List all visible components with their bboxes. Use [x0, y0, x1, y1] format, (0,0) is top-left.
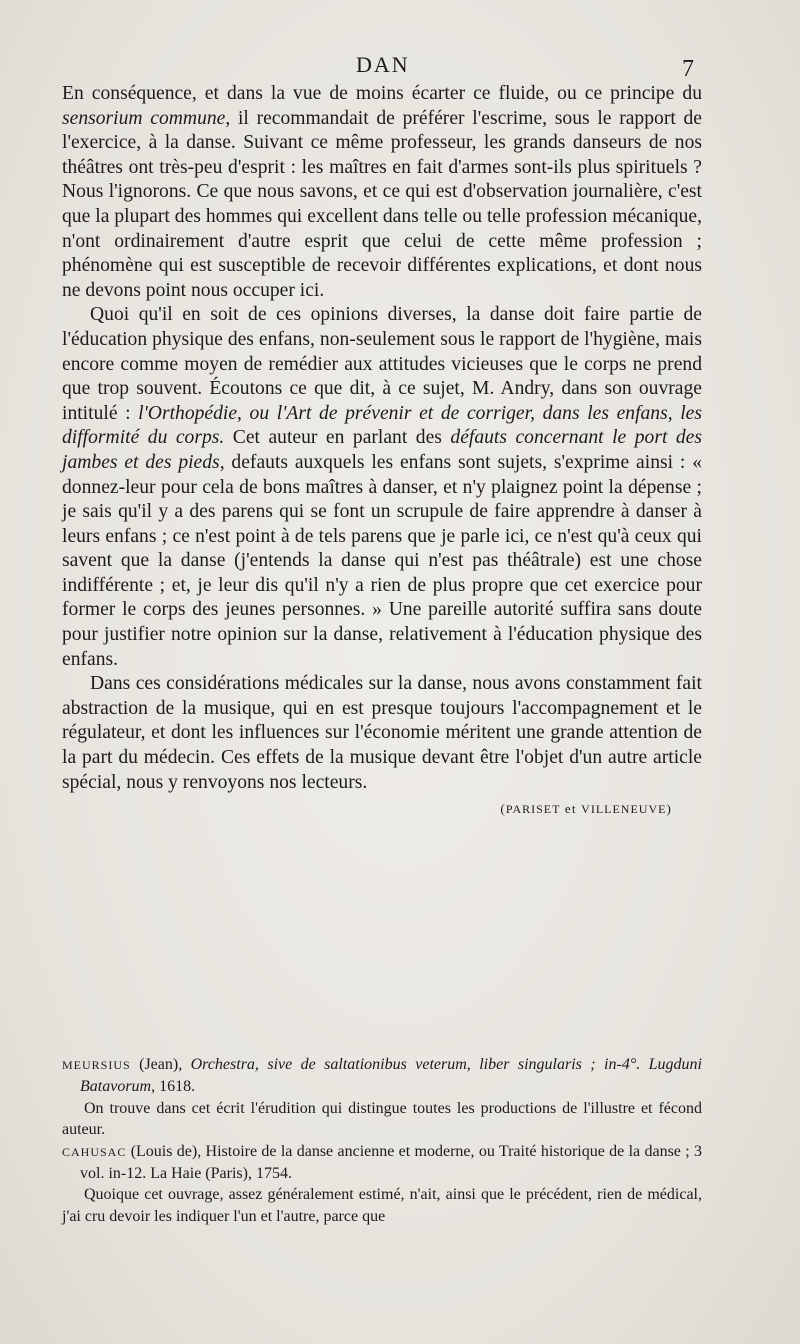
- entry-2-description: Histoire de la danse ancienne et moderne, ou Traité historique de la danse ; 3 vol. in-12. La Haie (Paris), 1754.: [80, 1142, 702, 1183]
- paragraph-1-italic-term: sensorium commune: [62, 107, 226, 129]
- signature-open-paren: (: [500, 801, 506, 817]
- entry-2-given-name: (Louis de),: [126, 1142, 206, 1160]
- paragraph-3: Dans ces considérations médicales sur la danse, nous avons constamment fait abstraction de la musique, qui en est presque toujours l'accompagnement et le régulateur, et dont les influences sur l'économie méritent une grande attention de la part du médecin. Ces effets de la musique devant être l'objet d'un autre article spécial, nous y renvoyons nos lecteurs.: [62, 673, 702, 793]
- paragraph-1: [62, 82, 702, 303]
- paragraph-2-book-title: l'Orthopédie, ou l'Art de prévenir et de corriger, dans les enfans, les difformité du corps.: [62, 402, 702, 449]
- paragraph-2-part-c: Cet auteur en parlant des: [224, 427, 451, 449]
- entry-2-author: CAHUSAC: [62, 1144, 127, 1159]
- bibliography-comment-1: On trouve dans cet écrit l'érudition qui distingue toutes les productions de l'illustre et fécond auteur.: [62, 1099, 702, 1139]
- paragraph-2-part-e: , defauts auxquels les enfans sont sujets, s'exprime ainsi : « donnez-leur pour cela de bons maîtres à danser, et n'y plaignez point la dépense ; je sais qu'il y a des parens qui se font un scrupule de faire apprendre à danser à leurs enfans ; ce n'est point à de tels parens que je parle ici, ce n'est qu'à ceux qui savent que la danse (j'entends la danse qui n'est pas théâtrale) est une chose indifférente ; et, je leur dis qu'il n'y a rien de plus propre que cet exercice pour former le corps des jeunes personnes. » Une pareille autorité suffira sans doute pour justifier notre opinion sur la danse, relativement à l'éducation physique des enfans.: [62, 451, 703, 670]
- bibliography-comment-2: Quoique cet ouvrage, assez généralement estimé, n'ait, ainsi que le précédent, rien de médical, j'ai cru devoir les indiquer l'un et l'autre, parce que: [62, 1186, 702, 1225]
- page-number: 7: [682, 56, 694, 82]
- bibliography-entry-1: [62, 1054, 702, 1098]
- running-head: [0, 52, 800, 82]
- entry-1-given-name: (Jean),: [130, 1056, 191, 1073]
- paragraph-2-part-a: Quoi qu'il en soit de ces opinions diverses, la danse doit faire partie de l'éducation physique des enfans, non-seulement sous le rapport de l'hygiène, mais encore comme moyen de remédier aux attitudes vicieuses que le corps ne prend que trop souvent. Écoutons ce que dit, à ce sujet, M. Andry, dans son ouvrage intitulé :: [62, 304, 702, 424]
- paragraph-2: [62, 303, 702, 672]
- paragraph-2-italic-phrase: défauts concernant le port des jambes et des pieds: [62, 427, 702, 473]
- bibliography-entry-2: [62, 1141, 702, 1185]
- bibliography: [62, 1054, 702, 1227]
- entry-1-date: , 1618.: [151, 1078, 196, 1096]
- article-body: [62, 82, 702, 822]
- running-title: DAN: [356, 52, 410, 77]
- paragraph-1-part-a: En conséquence, et dans la vue de moins écarter ce fluide, ou ce principe du: [62, 83, 702, 104]
- signature-author-1: PARISET: [505, 802, 561, 817]
- entry-1-title: Orchestra, sive de saltationibus veterum, liber singularis ; in-4°. Lugduni Batavorum: [80, 1056, 702, 1096]
- author-signature: [62, 797, 702, 822]
- signature-author-2: VILLENEUVE: [581, 802, 667, 817]
- signature-close-paren: ): [666, 801, 672, 817]
- signature-conjunction: et: [560, 801, 582, 817]
- entry-1-author: MEURSIUS: [62, 1058, 131, 1072]
- paragraph-1-part-c: , il recommandait de préférer l'escrime, sous le rapport de l'exercice, à la danse. Suivant ce même professeur, les grands danseurs de nos théâtres ont très-peu d'esprit : les maîtres en fait d'armes sont-ils plus spirituels ? Nous l'ignorons. Ce que nous savons, et ce qui est d'observation journalière, c'est que la plupart des hommes qui excellent dans telle ou telle profession mécanique, n'ont ordinairement d'autre esprit que celui de cette même profession ; phénomène qui est susceptible de recevoir différentes explications, et dont nous ne devons point nous occuper ici.: [62, 107, 702, 301]
